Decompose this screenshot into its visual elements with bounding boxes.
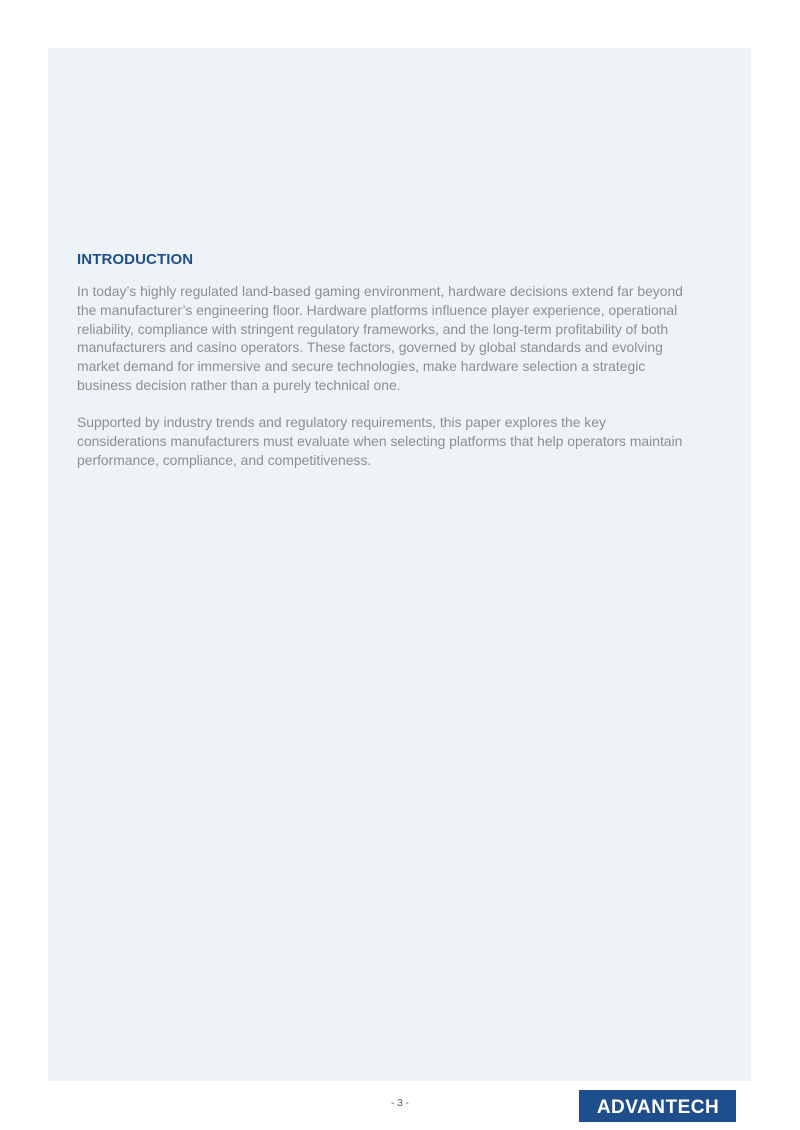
intro-paragraph (77, 282, 737, 395)
paragraph-line: In today’s highly regulated land-based gaming environment, hardware decisions extend far beyond (77, 283, 683, 299)
paragraph-line: business decision rather than a purely technical one. (77, 376, 401, 393)
section-heading: INTRODUCTION (77, 251, 194, 268)
advantech-logo (579, 1090, 736, 1122)
advantech-wordmark (593, 1095, 723, 1117)
paragraph-line: considerations manufacturers must evaluate when selecting platforms that help operators maintain (77, 432, 683, 449)
logo-wordmark: ADVANTECH (596, 1097, 719, 1117)
page-number: - 3 - (391, 1098, 409, 1109)
paragraph-line: the manufacturer’s engineering floor. Hardware platforms influence player experience, operational (77, 301, 678, 318)
paragraph-line: manufacturers and casino operators. These factors, governed by global standards and evolving (77, 339, 663, 356)
paragraph-line: market demand for immersive and secure technologies, make hardware selection a strategic (77, 358, 646, 375)
paragraph-line: Supported by industry trends and regulatory requirements, this paper explores the key (77, 414, 606, 430)
paragraph-line: performance, compliance, and competitiveness. (77, 451, 372, 468)
content-panel (48, 48, 751, 1081)
paragraph-line: reliability, compliance with stringent regulatory frameworks, and the long-term profitability of both (77, 320, 669, 337)
scope-paragraph (77, 413, 737, 469)
